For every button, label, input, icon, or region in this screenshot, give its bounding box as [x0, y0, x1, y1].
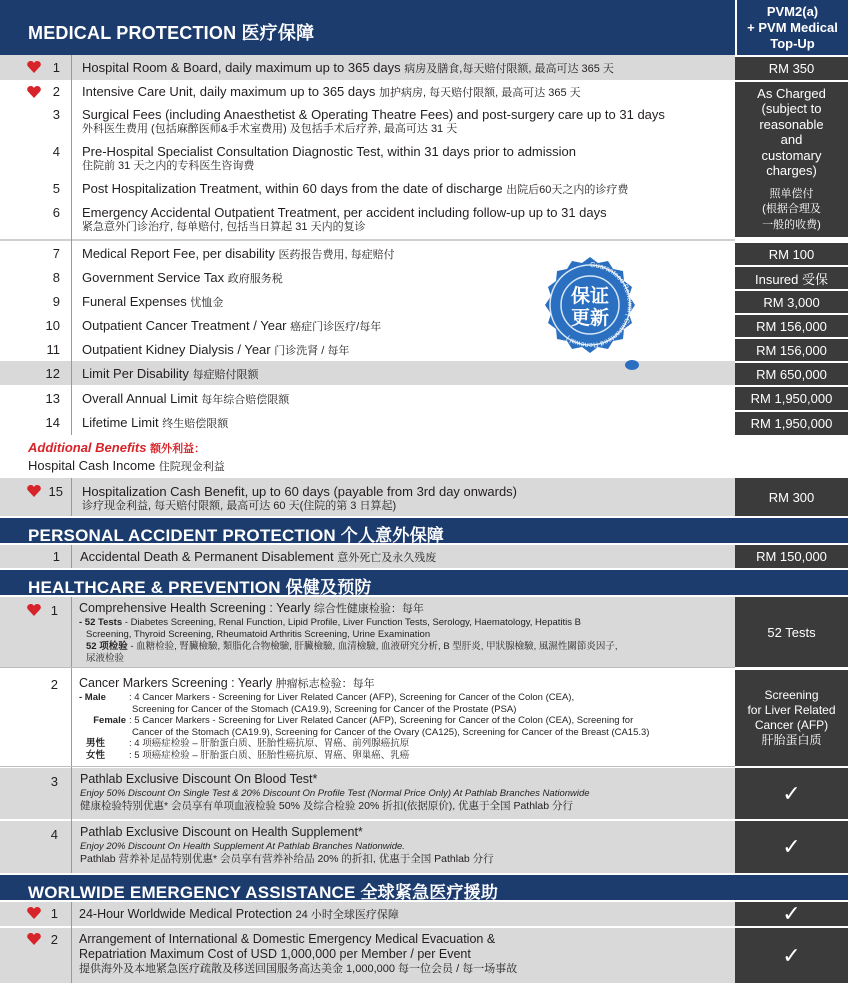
additional-benefits-title: Additional Benefits 额外利益：: [28, 440, 206, 455]
row-number: 1: [50, 603, 58, 618]
row-number: 12: [45, 366, 60, 381]
row-number: 5: [52, 181, 60, 196]
additional-benefits-subtitle: Hospital Cash Income 住院现金利益: [28, 458, 225, 473]
row-text: Funeral Expenses 忧恤金: [82, 294, 224, 309]
healthcare-title: HEALTHCARE & PREVENTION 保健及预防: [28, 578, 372, 597]
checkmark-icon: ✓: [782, 901, 801, 926]
row-number: 2: [50, 932, 58, 947]
row-number: 1: [52, 549, 60, 564]
row-number: 8: [52, 270, 60, 285]
divider: [0, 239, 735, 241]
row-number: 11: [46, 342, 60, 357]
row-number: 7: [52, 246, 60, 261]
row-number: 6: [52, 205, 60, 220]
cancer-markers-details: Cancer Markers Screening : Yearly 肿瘤标志检验：每年 - Male : 4 Cancer Markers - Screening for Liver Related Cancer (AFP), Screening for Cancer of the Colon (CEA), Screening for Cancer of the Stomach (CA19.9), Screening for Cancer of the Prostate (PSA) Female : 5 Cancer Markers - Screening for Liver Related Cancer (AFP), Screening for Cancer of the Colon (CEA), Screening for Cancer of the Stomach (CA19.9), Screening for Cancer of the Ovary (CA125), Screening for Cancer of the Breast (CA15.3) 男性 : 4 项癌症检验 – 肝胎蛋白质、胚胎性癌抗原、胃癌、前列腺癌抗原 女性 : 5 项癌症检验 – 肝胎蛋白质、胚胎性癌抗原、胃癌、卵巢癌、乳癌: [79, 676, 650, 761]
checkmark-icon: ✓: [782, 780, 801, 806]
row-number: 3: [50, 774, 58, 789]
row-number: 13: [45, 391, 60, 406]
svg-text:Guaranteed Renewal | Guarantee: Guaranteed Renewal | Guaranteed Renewal |: [565, 261, 634, 349]
row-number: 1: [50, 906, 58, 921]
row-number: 10: [45, 318, 60, 333]
value-cell: Screening for Liver Related Cancer (AFP) 肝胎蛋白质: [735, 670, 848, 766]
check-cell: [735, 928, 848, 983]
accident-title: PERSONAL ACCIDENT PROTECTION 个人意外保障: [28, 526, 444, 545]
row-text: Accidental Death & Permanent Disablement 意外死亡及永久残废: [80, 549, 437, 564]
value-cell: Insured 受保: [735, 265, 848, 289]
value-cell: RM 3,000: [735, 289, 848, 313]
svg-text:更新: 更新: [570, 307, 610, 329]
value-cell: RM 300: [735, 478, 848, 516]
check-cell: [735, 821, 848, 873]
row-text: 24-Hour Worldwide Medical Protection 24 小时全球医疗保障: [79, 907, 399, 921]
row-text: Emergency Accidental Outpatient Treatment, per accident including follow-up up to 31 days 紧急意外门诊治疗, 每单赔付, 包括当日算起 31 天内的复诊: [82, 205, 607, 233]
row-number: 3: [52, 107, 60, 122]
row-number: 15: [48, 484, 63, 499]
row-text: Surgical Fees (including Anaesthetist & Operating Theatre Fees) and post-surgery care up to 31 days 外科医生费用 (包括麻醉医师&手术室费用) 及包括手术后疗养, 最高可达 31 天: [82, 107, 665, 135]
emergency-title: WORLWIDE EMERGENCY ASSISTANCE 全球紧急医疗援助: [28, 883, 499, 902]
row-text: Government Service Tax 政府服务税: [82, 270, 283, 285]
row-text: Limit Per Disability 每症赔付限额: [82, 366, 259, 381]
column-divider: [71, 597, 72, 873]
row-text: Overall Annual Limit 每年综合赔偿限额: [82, 391, 290, 406]
plan-name: PVM2(a) + PVM Medical Top-Up: [747, 4, 838, 51]
checkmark-icon: ✓: [782, 834, 801, 859]
value-cell: RM 156,000: [735, 337, 848, 361]
row-number: 2: [50, 677, 58, 692]
row-text: Medical Report Fee, per disability 医药报告费用, 每症赔付: [82, 246, 395, 261]
guaranteed-renewal-stamp: [540, 255, 640, 375]
column-divider: [71, 55, 72, 435]
row-number: 14: [45, 415, 60, 430]
pathlab-blood-test-details: Pathlab Exclusive Discount On Blood Test* Enjoy 50% Discount On Single Test & 20% Discount On Profile Test (Normal Price Only) At Pathlab Branches Nationwide 健康检验特别优惠* 会员享有单项血液检验 50% 及综合检验 20% 折扣(依据原价), 优惠于全国 Pathlab 分行: [80, 772, 590, 812]
check-cell: [735, 902, 848, 926]
row-text: Pre-Hospital Specialist Consultation Diagnostic Test, within 31 days prior to admission 住院前 31 天之内的专科医生咨询费: [82, 144, 576, 172]
value-cell: RM 650,000: [735, 361, 848, 385]
column-divider: [71, 478, 72, 516]
check-cell: [735, 768, 848, 819]
value-cell: RM 1,950,000: [735, 385, 848, 410]
row-text: Post Hospitalization Treatment, within 60 days from the date of discharge 出院后60天之内的诊疗费: [82, 181, 629, 196]
divider: [0, 766, 735, 767]
row-text: Outpatient Cancer Treatment / Year 癌症门诊医疗/每年: [82, 318, 382, 333]
row-number: 4: [52, 144, 60, 159]
column-divider: [71, 545, 72, 568]
row-number: 1: [52, 60, 60, 75]
medical-title: MEDICAL PROTECTION 医疗保障: [28, 23, 315, 43]
value-cell: RM 1,950,000: [735, 410, 848, 435]
divider: [0, 667, 735, 668]
value-cell: 52 Tests: [735, 597, 848, 667]
svg-text:保证: 保证: [570, 285, 610, 307]
row-text: Outpatient Kidney Dialysis / Year 门诊洗肾 / 每年: [82, 342, 350, 357]
row-number: 4: [50, 827, 58, 842]
value-cell: RM 100: [735, 241, 848, 265]
as-charged-cell: As Charged (subject to reasonable and customary charges) 照单偿付 (根据合理及 一般的收费): [735, 80, 848, 237]
row-text: Hospitalization Cash Benefit, up to 60 days (payable from 3rd day onwards) 诊疗现金利益, 每天赔付限额, 最高可达 60 天(住院的第 3 日算起): [82, 484, 518, 512]
row-text: Lifetime Limit 终生赔偿限额: [82, 415, 229, 430]
value-cell: RM 150,000: [735, 545, 848, 568]
stamp-seal-icon: [540, 255, 640, 375]
value-cell: RM 350: [735, 55, 848, 80]
evacuation-details: Arrangement of International & Domestic Emergency Medical Evacuation & Repatriation Maximum Cost of USD 1,000,000 per Member / per Event 提供海外及本地紧急医疗疏散及移送回国服务高达美金 1,000,000 每一位会员 / 每一场事故: [79, 932, 518, 975]
row-number: 2: [52, 84, 60, 99]
checkmark-icon: ✓: [782, 942, 801, 968]
value-cell: RM 156,000: [735, 313, 848, 337]
row-number: 9: [52, 294, 60, 309]
column-divider: [71, 902, 72, 983]
row-text: Hospital Room & Board, daily maximum up to 365 days 病房及膳食,每天赔付限额, 最高可达 365 天: [82, 60, 614, 75]
pathlab-supplement-details: Pathlab Exclusive Discount on Health Supplement* Enjoy 20% Discount On Health Supplement At Pathlab Branches Nationwide. Pathlab 营养补足品特别优惠* 会员享有营养补给品 20% 的折扣, 优惠于全国 Pathlab 分行: [80, 825, 494, 865]
health-screening-details: Comprehensive Health Screening : Yearly 综合性健康检验：每年 - 52 Tests - Diabetes Screening, Renal Function, Lipid Profile, Liver Function Tests, Serology, Haematology, Hepatitis B Screening, Thyroid Screening, Rheumatoid Arthritis Screening, Urine Examination 52 项检验 - 血糖检验, 腎臟檢驗, 類脂化合物檢驗, 肝臟檢驗, 血清檢驗, 血液研究分析, B 型肝炎, 甲狀腺檢驗, 風濕性關節炎因子, 尿液检验: [79, 601, 618, 664]
row-text: Intensive Care Unit, daily maximum up to 365 days 加护病房, 每天赔付限额, 最高可达 365 天: [82, 84, 581, 99]
